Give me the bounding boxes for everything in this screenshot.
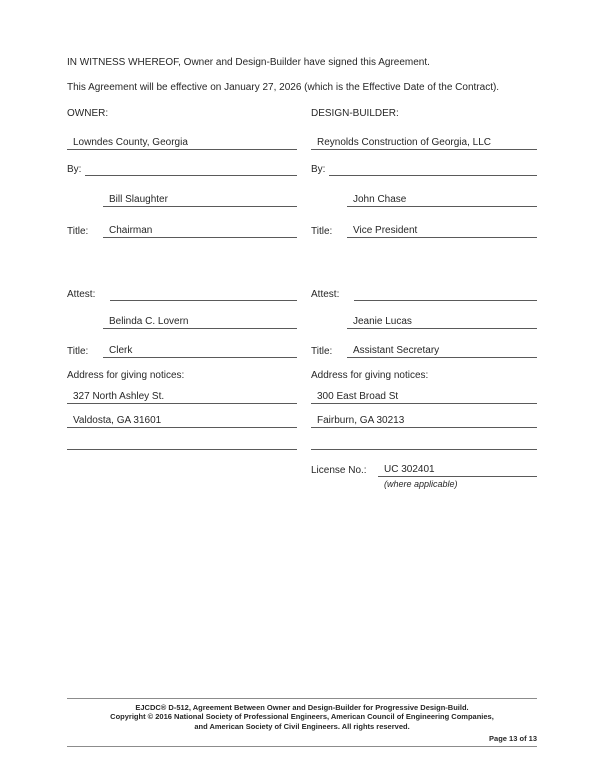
owner-by-label: By: (67, 164, 82, 175)
owner-attest-title-value: Clerk (109, 345, 133, 356)
db-signer-name-field (347, 194, 537, 207)
effective-date-clause: This Agreement will be effective on January 27, 2026 (which is the Effective Date of the Contract). (67, 82, 500, 93)
db-license-value: UC 302401 (384, 464, 435, 475)
owner-attest-row (67, 288, 297, 301)
design-builder-header: DESIGN-BUILDER: (311, 108, 399, 119)
db-attest-title-row (311, 345, 537, 358)
design-builder-column (311, 108, 537, 489)
db-attest-name-field (347, 316, 537, 329)
owner-title-label: Title: (67, 226, 89, 237)
db-address-line2-field (311, 415, 537, 428)
owner-column (67, 108, 297, 464)
db-address-line3-blank-field[interactable] (311, 437, 537, 450)
page-footer (67, 698, 537, 747)
owner-address-line3-blank-field[interactable] (67, 437, 297, 450)
owner-address-label: Address for giving notices: (67, 370, 185, 381)
db-license-label: License No.: (311, 465, 367, 476)
db-title-field (347, 225, 537, 238)
db-address-line1-value: 300 East Broad St (317, 391, 399, 402)
owner-attest-title-field (103, 345, 297, 358)
owner-attest-title-row (67, 345, 297, 358)
owner-title-row (67, 225, 297, 238)
owner-attest-name-value: Belinda C. Lovern (109, 316, 189, 327)
owner-attest-label: Attest: (67, 289, 96, 300)
owner-signer-name-value: Bill Slaughter (109, 194, 168, 205)
footer-document-title: EJCDC® D-512, Agreement Between Owner and Design-Builder for Progressive Design-Build. (135, 703, 469, 712)
owner-attest-signature-field[interactable] (110, 288, 297, 301)
db-by-label: By: (311, 164, 326, 175)
db-entity-value: Reynolds Construction of Georgia, LLC (317, 137, 491, 148)
db-attest-title-label: Title: (311, 346, 333, 357)
footer-copyright-line1: Copyright © 2016 National Society of Professional Engineers, American Council of Engineering Companies, (110, 712, 494, 722)
db-license-row (311, 464, 537, 477)
db-address-line1-field (311, 391, 537, 404)
owner-entity-value: Lowndes County, Georgia (73, 137, 188, 148)
owner-address-line2-value: Valdosta, GA 31601 (73, 415, 162, 426)
owner-by-row (67, 163, 297, 176)
owner-header: OWNER: (67, 108, 109, 119)
owner-by-signature-field[interactable] (85, 163, 297, 176)
db-attest-title-field (347, 345, 537, 358)
db-attest-row (311, 288, 537, 301)
owner-attest-title-label: Title: (67, 346, 89, 357)
db-title-label: Title: (311, 226, 333, 237)
owner-address-line2-field (67, 415, 297, 428)
footer-page-number: Page 13 of 13 (67, 734, 537, 747)
db-license-where-applicable-note: (where applicable) (384, 479, 458, 489)
owner-address-line1-field (67, 391, 297, 404)
db-title-value: Vice President (353, 225, 418, 236)
owner-title-field (103, 225, 297, 238)
db-attest-signature-field[interactable] (354, 288, 537, 301)
db-title-row (311, 225, 537, 238)
db-by-row (311, 163, 537, 176)
db-entity-field (311, 136, 537, 150)
db-license-field (378, 464, 537, 477)
owner-title-value: Chairman (109, 225, 153, 236)
db-address-line2-value: Fairburn, GA 30213 (317, 415, 405, 426)
owner-entity-field (67, 136, 297, 150)
db-by-signature-field[interactable] (329, 163, 537, 176)
db-signer-name-value: John Chase (353, 194, 407, 205)
db-address-label: Address for giving notices: (311, 370, 429, 381)
owner-address-line1-value: 327 North Ashley St. (73, 391, 165, 402)
db-attest-name-value: Jeanie Lucas (353, 316, 412, 327)
footer-copyright-line2: and American Society of Civil Engineers. All rights reserved. (194, 721, 410, 731)
db-attest-title-value: Assistant Secretary (353, 345, 440, 356)
owner-signer-name-field (103, 194, 297, 207)
witness-clause: IN WITNESS WHEREOF, Owner and Design-Builder have signed this Agreement. (67, 57, 430, 68)
db-attest-label: Attest: (311, 289, 340, 300)
owner-attest-name-field (103, 316, 297, 329)
